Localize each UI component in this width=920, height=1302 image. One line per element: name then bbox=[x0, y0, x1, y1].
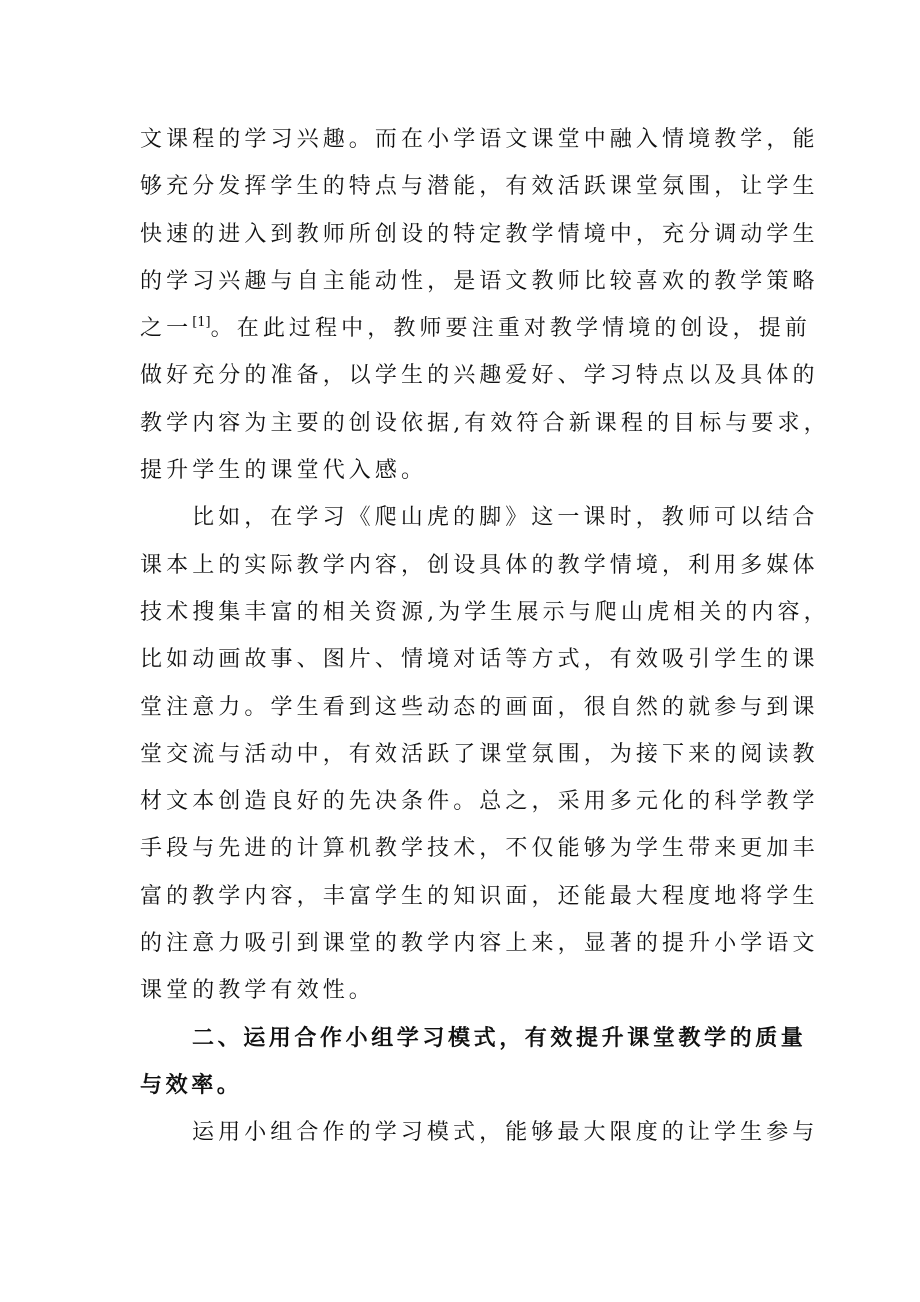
text-line-indented: 比如，在学习《爬山虎的脚》这一课时，教师可以结合 bbox=[192, 505, 819, 531]
text-line: 比如动画故事、图片、情境对话等方式，有效吸引学生的课 bbox=[140, 647, 819, 673]
text-line: 手段与先进的计算机教学技术，不仅能够为学生带来更加丰 bbox=[140, 836, 819, 862]
text-line: 课本上的实际教学内容，创设具体的教学情境，利用多媒体 bbox=[140, 552, 819, 578]
text-line: 堂交流与活动中，有效活跃了课堂氛围，为接下来的阅读教 bbox=[140, 741, 819, 767]
paragraph-1 bbox=[140, 116, 830, 494]
text-line: 课堂的教学有效性。 bbox=[140, 978, 375, 1004]
text-fragment: 之一 bbox=[140, 316, 193, 342]
text-line: 教学内容为主要的创设依据,有效符合新课程的目标与要求， bbox=[140, 410, 830, 436]
citation-reference: [1] bbox=[192, 315, 211, 331]
paragraph-3 bbox=[140, 1109, 819, 1156]
text-line: 够充分发挥学生的特点与潜能，有效活跃课堂氛围，让学生 bbox=[140, 174, 819, 200]
text-line: 富的教学内容，丰富学生的知识面，还能最大程度地将学生 bbox=[140, 883, 819, 909]
section-heading bbox=[140, 1015, 807, 1110]
text-line: 堂注意力。学生看到这些动态的画面，很自然的就参与到课 bbox=[140, 694, 819, 720]
text-line bbox=[140, 305, 811, 352]
document-body bbox=[140, 116, 830, 1157]
text-line: 做好充分的准备，以学生的兴趣爱好、学习特点以及具体的 bbox=[140, 363, 819, 389]
paragraph-2 bbox=[140, 494, 830, 1014]
text-line: 文课程的学习兴趣。而在小学语文课堂中融入情境教学，能 bbox=[140, 127, 819, 152]
heading-line-indented: 二、运用合作小组学习模式，有效提升课堂教学的质量 bbox=[192, 1025, 807, 1051]
text-fragment: 。在此过程中，教师要注重对教学情境的创设，提前 bbox=[210, 316, 811, 342]
text-line: 的学习兴趣与自主能动性，是语文教师比较喜欢的教学策略 bbox=[140, 268, 819, 294]
text-line: 提升学生的课堂代入感。 bbox=[140, 458, 428, 484]
text-line: 材文本创造良好的先决条件。总之，采用多元化的科学教学 bbox=[140, 789, 819, 815]
text-line: 快速的进入到教师所创设的特定教学情境中，充分调动学生 bbox=[140, 221, 819, 247]
text-line-indented: 运用小组合作的学习模式，能够最大限度的让学生参与 bbox=[192, 1120, 819, 1146]
text-line: 的注意力吸引到课堂的教学内容上来，显著的提升小学语文 bbox=[140, 931, 819, 957]
heading-line: 与效率。 bbox=[140, 1072, 243, 1098]
text-line: 技术搜集丰富的相关资源,为学生展示与爬山虎相关的内容， bbox=[140, 599, 830, 625]
